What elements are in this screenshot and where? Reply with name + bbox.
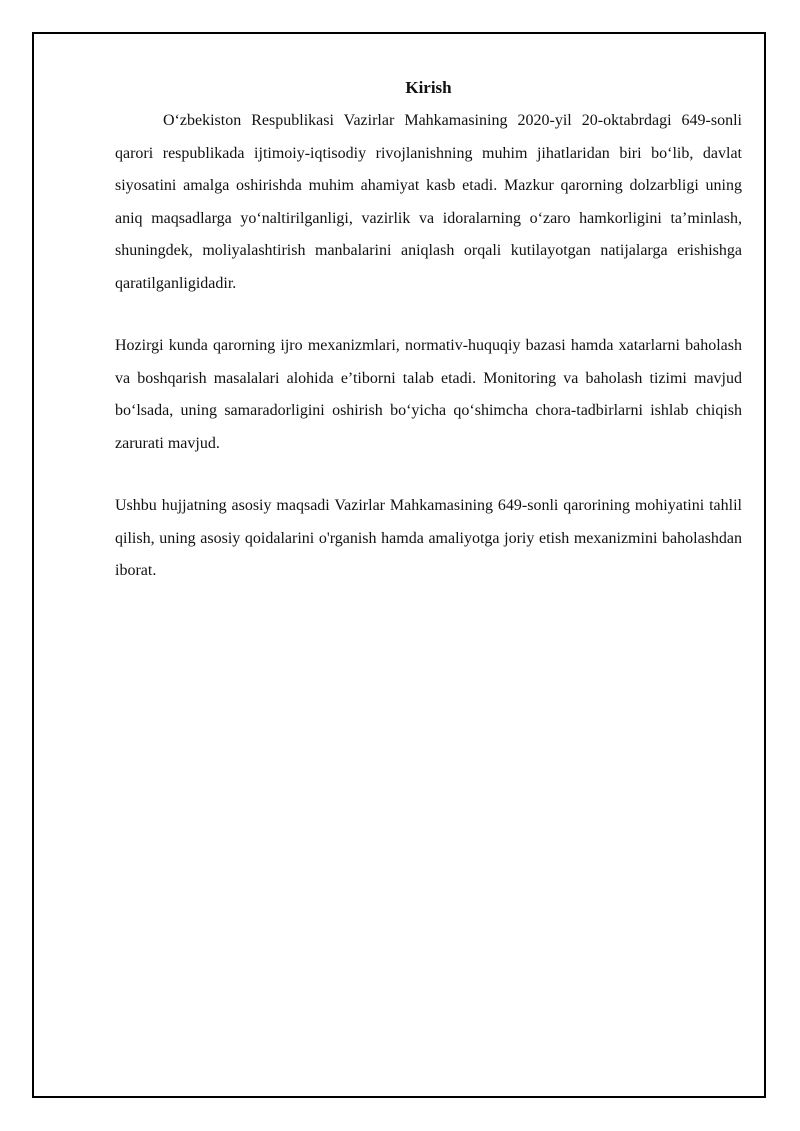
paragraph-intro: O‘zbekiston Respublikasi Vazirlar Mahkamasining 2020-yil 20-oktabrdagi 649-sonli qarori respublikada ijtimoiy-iqtisodiy rivojlanishning muhim jihatlaridan biri bo‘lib, davlat siyosatini amalga oshirishda muhim ahamiyat kasb etadi. Mazkur qarorning dolzarbligi uning aniq maqsadlarga yo‘naltirilganligi, vazirlik va idoralarning o‘zaro hamkorligini ta’minlash, shuningdek, moliyalashtirish manbalarini aniqlash orqali kutilayotgan natijalarga erishishga qaratilganligidadir.	[115, 112, 742, 292]
paragraph-current-state: Hozirgi kunda qarorning ijro mexanizmlari, normativ-huquqiy bazasi hamda xatarlarni baholash va boshqarish masalalari alohida e’tiborni talab etadi. Monitoring va baholash tizimi mavjud bo‘lsada, uning samaradorligini oshirish bo‘yicha qo‘shimcha chora-tadbirlarni ishlab chiqish zarurati mavjud.	[115, 337, 742, 452]
paragraph-spacer	[115, 460, 742, 490]
document-body	[115, 77, 742, 588]
document-title: Kirish	[405, 78, 452, 97]
paragraph-purpose: Ushbu hujjatning asosiy maqsadi Vazirlar Mahkamasining 649-sonli qarorining mohiyatini tahlil qilish, uning asosiy qoidalarini o'rganish hamda amaliyotga joriy etish mexanizmini baholashdan iborat.	[115, 497, 742, 579]
paragraph-spacer	[115, 300, 742, 330]
